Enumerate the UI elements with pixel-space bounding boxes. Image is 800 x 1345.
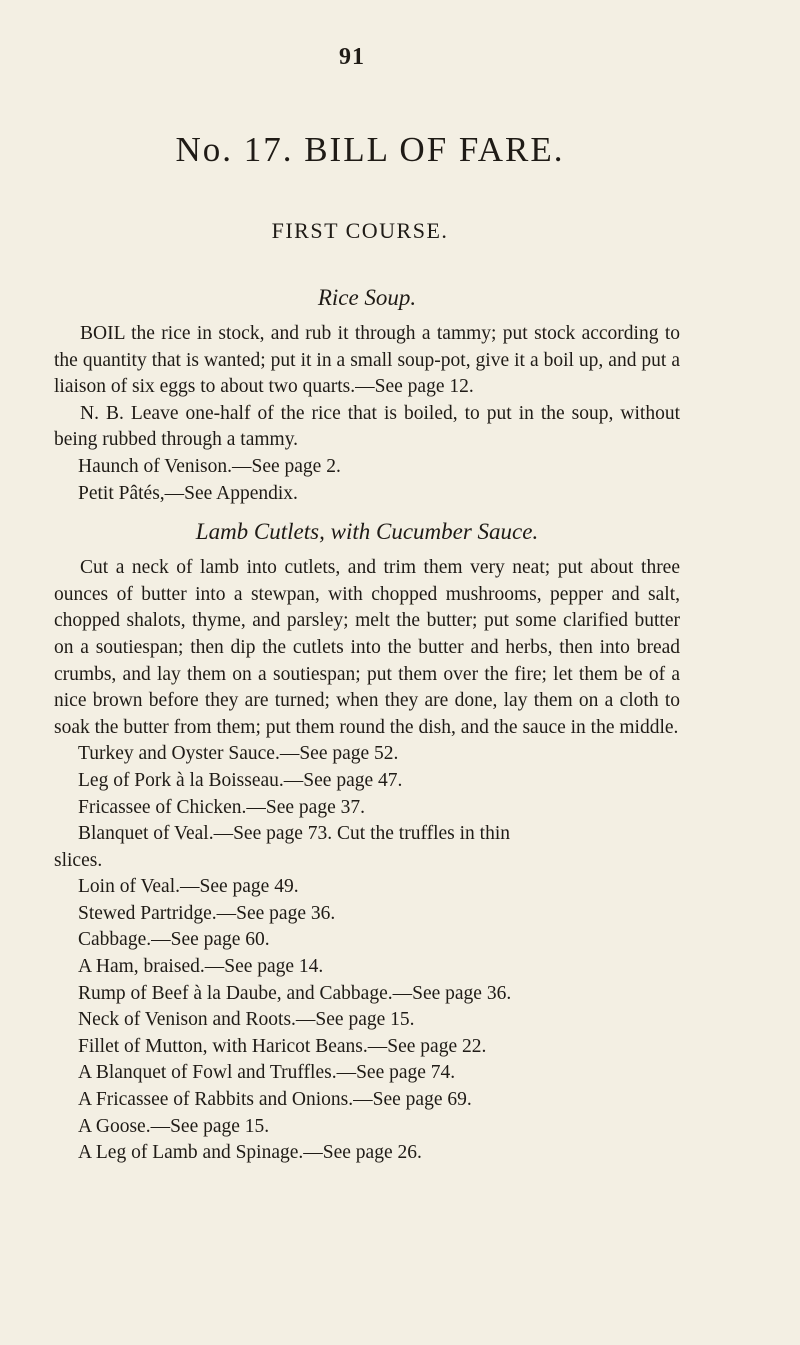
rice-soup-note: N. B. Leave one-half of the rice that is boiled, to put in the soup, without being rubbed through a tammy. bbox=[54, 402, 680, 451]
course-heading: FIRST COURSE. bbox=[271, 218, 449, 243]
menu-reference: Stewed Partridge.—See page 36. bbox=[78, 902, 336, 924]
rice-soup-heading: Rice Soup. bbox=[317, 285, 417, 310]
menu-reference-continuation: slices. bbox=[54, 849, 103, 871]
bill-of-fare-title: No. 17. BILL OF FARE. bbox=[175, 130, 565, 169]
rice-soup-recipe: BOIL the rice in stock, and rub it through a tammy; put stock according to the quantity that is wanted; put it in a small soup-pot, give it a boil up, and put a liaison of six eggs to about two quarts.—See page 12. bbox=[54, 323, 680, 398]
menu-reference: Rump of Beef à la Daube, and Cabbage.—See page 36. bbox=[78, 982, 512, 1004]
menu-reference: Leg of Pork à la Boisseau.—See page 47. bbox=[78, 769, 403, 791]
lamb-cutlets-heading: Lamb Cutlets, with Cucumber Sauce. bbox=[195, 519, 539, 545]
menu-reference: A Ham, braised.—See page 14. bbox=[78, 956, 324, 978]
menu-reference: Cabbage.—See page 60. bbox=[78, 929, 270, 951]
menu-reference: Turkey and Oyster Sauce.—See page 52. bbox=[78, 743, 399, 765]
menu-reference: Loin of Veal.—See page 49. bbox=[78, 876, 299, 898]
menu-reference: Haunch of Venison.—See page 2. bbox=[78, 455, 341, 477]
lamb-cutlets-recipe: Cut a neck of lamb into cutlets, and trim them very neat; put about three ounces of butter into a stewpan, with chopped mushrooms, pepper and salt, chopped shalots, thyme, and parsley; melt the butter; put some clarified butter on a soutiespan; then dip the cutlets into the butter and herbs, then into bread crumbs, and lay them on a soutiespan; put them over the fire; let them be of a nice brown before they are turned; when they are done, lay them on a cloth to soak the butter from them; put them round the dish, and the sauce in the middle. bbox=[54, 557, 680, 738]
menu-reference: A Leg of Lamb and Spinage.—See page 26. bbox=[78, 1142, 422, 1164]
menu-reference: Blanquet of Veal.—See page 73. Cut the truffles in thin bbox=[78, 823, 510, 845]
menu-reference: A Fricassee of Rabbits and Onions.—See page 69. bbox=[78, 1089, 472, 1111]
menu-reference: Fricassee of Chicken.—See page 37. bbox=[78, 796, 365, 818]
menu-reference: Fillet of Mutton, with Haricot Beans.—See page 22. bbox=[78, 1035, 487, 1057]
page-number: 91 bbox=[339, 44, 365, 70]
page-body bbox=[54, 283, 680, 1167]
menu-reference: A Goose.—See page 15. bbox=[78, 1115, 270, 1137]
menu-reference: Neck of Venison and Roots.—See page 15. bbox=[78, 1009, 415, 1031]
menu-reference: A Blanquet of Fowl and Truffles.—See page 74. bbox=[78, 1062, 456, 1084]
menu-reference: Petit Pâtés,—See Appendix. bbox=[78, 482, 298, 504]
